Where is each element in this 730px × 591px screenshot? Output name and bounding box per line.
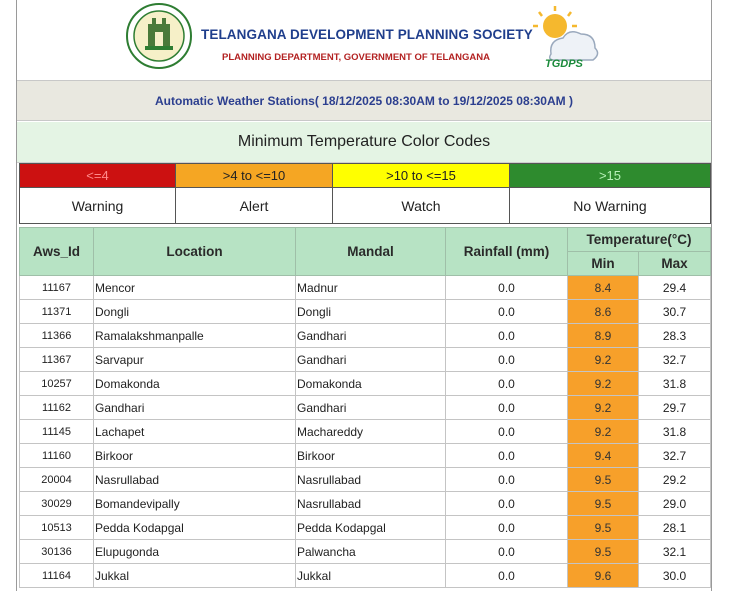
color-code-legend bbox=[19, 163, 711, 224]
min-temp-cell: 9.4 bbox=[568, 444, 639, 468]
max-temp-cell: 31.8 bbox=[639, 420, 711, 444]
mandal-cell: Dongli bbox=[296, 300, 446, 324]
table-row bbox=[20, 348, 711, 372]
table-row bbox=[20, 396, 711, 420]
max-temp-cell: 30.0 bbox=[639, 564, 711, 588]
rainfall-cell: 0.0 bbox=[446, 516, 568, 540]
mandal-cell: Gandhari bbox=[296, 396, 446, 420]
rainfall-cell: 0.0 bbox=[446, 468, 568, 492]
max-temp-cell: 29.0 bbox=[639, 492, 711, 516]
legend-range-watch: >10 to <=15 bbox=[333, 164, 510, 188]
rainfall-cell: 0.0 bbox=[446, 420, 568, 444]
stations-title: Automatic Weather Stations( 18/12/2025 08:30AM to 19/12/2025 08:30AM ) bbox=[17, 80, 711, 121]
aws-id-cell: 11162 bbox=[20, 396, 94, 420]
location-cell: Mencor bbox=[94, 276, 296, 300]
location-cell: Pedda Kodapgal bbox=[94, 516, 296, 540]
aws-id-cell: 11366 bbox=[20, 324, 94, 348]
mandal-cell: Gandhari bbox=[296, 324, 446, 348]
aws-id-cell: 11145 bbox=[20, 420, 94, 444]
table-row bbox=[20, 540, 711, 564]
table-row bbox=[20, 324, 711, 348]
mandal-cell: Jukkal bbox=[296, 564, 446, 588]
mandal-cell: Nasrullabad bbox=[296, 492, 446, 516]
min-temp-cell: 9.2 bbox=[568, 348, 639, 372]
location-cell: Domakonda bbox=[94, 372, 296, 396]
mandal-cell: Nasrullabad bbox=[296, 468, 446, 492]
max-temp-cell: 29.7 bbox=[639, 396, 711, 420]
legend-range-alert: >4 to <=10 bbox=[176, 164, 333, 188]
aws-id-cell: 30029 bbox=[20, 492, 94, 516]
min-temp-cell: 9.2 bbox=[568, 420, 639, 444]
min-temp-cell: 9.2 bbox=[568, 372, 639, 396]
header-max: Max bbox=[639, 252, 711, 276]
max-temp-cell: 31.8 bbox=[639, 372, 711, 396]
rainfall-cell: 0.0 bbox=[446, 276, 568, 300]
rainfall-cell: 0.0 bbox=[446, 348, 568, 372]
min-temp-cell: 9.5 bbox=[568, 468, 639, 492]
location-cell: Bomandevipally bbox=[94, 492, 296, 516]
aws-id-cell: 11371 bbox=[20, 300, 94, 324]
mandal-cell: Pedda Kodapgal bbox=[296, 516, 446, 540]
mandal-cell: Palwancha bbox=[296, 540, 446, 564]
header-min: Min bbox=[568, 252, 639, 276]
max-temp-cell: 30.7 bbox=[639, 300, 711, 324]
aws-id-cell: 11167 bbox=[20, 276, 94, 300]
min-temp-cell: 8.6 bbox=[568, 300, 639, 324]
table-row bbox=[20, 420, 711, 444]
rainfall-cell: 0.0 bbox=[446, 492, 568, 516]
header-rainfall: Rainfall (mm) bbox=[446, 228, 568, 276]
max-temp-cell: 29.4 bbox=[639, 276, 711, 300]
min-temp-cell: 9.5 bbox=[568, 516, 639, 540]
max-temp-cell: 29.2 bbox=[639, 468, 711, 492]
mandal-cell: Gandhari bbox=[296, 348, 446, 372]
table-row bbox=[20, 492, 711, 516]
telangana-emblem-icon bbox=[125, 2, 193, 70]
org-title: TELANGANA DEVELOPMENT PLANNING SOCIETY bbox=[201, 27, 533, 42]
location-cell: Lachapet bbox=[94, 420, 296, 444]
legend-range-warning: <=4 bbox=[20, 164, 176, 188]
aws-id-cell: 11367 bbox=[20, 348, 94, 372]
table-row bbox=[20, 276, 711, 300]
header-temperature: Temperature(°C) bbox=[568, 228, 711, 252]
rainfall-cell: 0.0 bbox=[446, 300, 568, 324]
location-cell: Nasrullabad bbox=[94, 468, 296, 492]
location-cell: Elupugonda bbox=[94, 540, 296, 564]
min-temp-cell: 9.6 bbox=[568, 564, 639, 588]
min-temp-cell: 8.9 bbox=[568, 324, 639, 348]
rainfall-cell: 0.0 bbox=[446, 564, 568, 588]
location-cell: Sarvapur bbox=[94, 348, 296, 372]
mandal-cell: Domakonda bbox=[296, 372, 446, 396]
location-cell: Gandhari bbox=[94, 396, 296, 420]
min-temp-cell: 9.2 bbox=[568, 396, 639, 420]
min-temp-cell: 9.5 bbox=[568, 492, 639, 516]
mandal-cell: Madnur bbox=[296, 276, 446, 300]
page-frame bbox=[16, 0, 712, 591]
org-subtitle: PLANNING DEPARTMENT, GOVERNMENT OF TELANGANA bbox=[222, 52, 490, 63]
min-temp-cell: 8.4 bbox=[568, 276, 639, 300]
aws-id-cell: 20004 bbox=[20, 468, 94, 492]
aws-id-cell: 11164 bbox=[20, 564, 94, 588]
color-codes-title: Minimum Temperature Color Codes bbox=[17, 122, 711, 163]
page-header bbox=[17, 0, 711, 80]
max-temp-cell: 28.3 bbox=[639, 324, 711, 348]
max-temp-cell: 32.1 bbox=[639, 540, 711, 564]
max-temp-cell: 32.7 bbox=[639, 444, 711, 468]
table-row bbox=[20, 516, 711, 540]
location-cell: Birkoor bbox=[94, 444, 296, 468]
rainfall-cell: 0.0 bbox=[446, 396, 568, 420]
rainfall-cell: 0.0 bbox=[446, 540, 568, 564]
tgdps-logo-text: TGDPS bbox=[545, 58, 583, 70]
header-mandal: Mandal bbox=[296, 228, 446, 276]
mandal-cell: Machareddy bbox=[296, 420, 446, 444]
legend-label-alert: Alert bbox=[176, 188, 333, 224]
rainfall-cell: 0.0 bbox=[446, 444, 568, 468]
header-location: Location bbox=[94, 228, 296, 276]
location-cell: Jukkal bbox=[94, 564, 296, 588]
rainfall-cell: 0.0 bbox=[446, 324, 568, 348]
table-row bbox=[20, 300, 711, 324]
legend-label-no-warning: No Warning bbox=[510, 188, 711, 224]
min-temp-cell: 9.5 bbox=[568, 540, 639, 564]
aws-id-cell: 30136 bbox=[20, 540, 94, 564]
rainfall-cell: 0.0 bbox=[446, 372, 568, 396]
aws-id-cell: 11160 bbox=[20, 444, 94, 468]
legend-label-watch: Watch bbox=[333, 188, 510, 224]
location-cell: Ramalakshmanpalle bbox=[94, 324, 296, 348]
table-row bbox=[20, 372, 711, 396]
weather-data-table bbox=[19, 227, 711, 588]
max-temp-cell: 28.1 bbox=[639, 516, 711, 540]
legend-label-warning: Warning bbox=[20, 188, 176, 224]
legend-range-no-warning: >15 bbox=[510, 164, 711, 188]
table-row bbox=[20, 468, 711, 492]
table-row bbox=[20, 564, 711, 588]
aws-id-cell: 10513 bbox=[20, 516, 94, 540]
mandal-cell: Birkoor bbox=[296, 444, 446, 468]
location-cell: Dongli bbox=[94, 300, 296, 324]
table-row bbox=[20, 444, 711, 468]
max-temp-cell: 32.7 bbox=[639, 348, 711, 372]
aws-id-cell: 10257 bbox=[20, 372, 94, 396]
header-aws-id: Aws_Id bbox=[20, 228, 94, 276]
